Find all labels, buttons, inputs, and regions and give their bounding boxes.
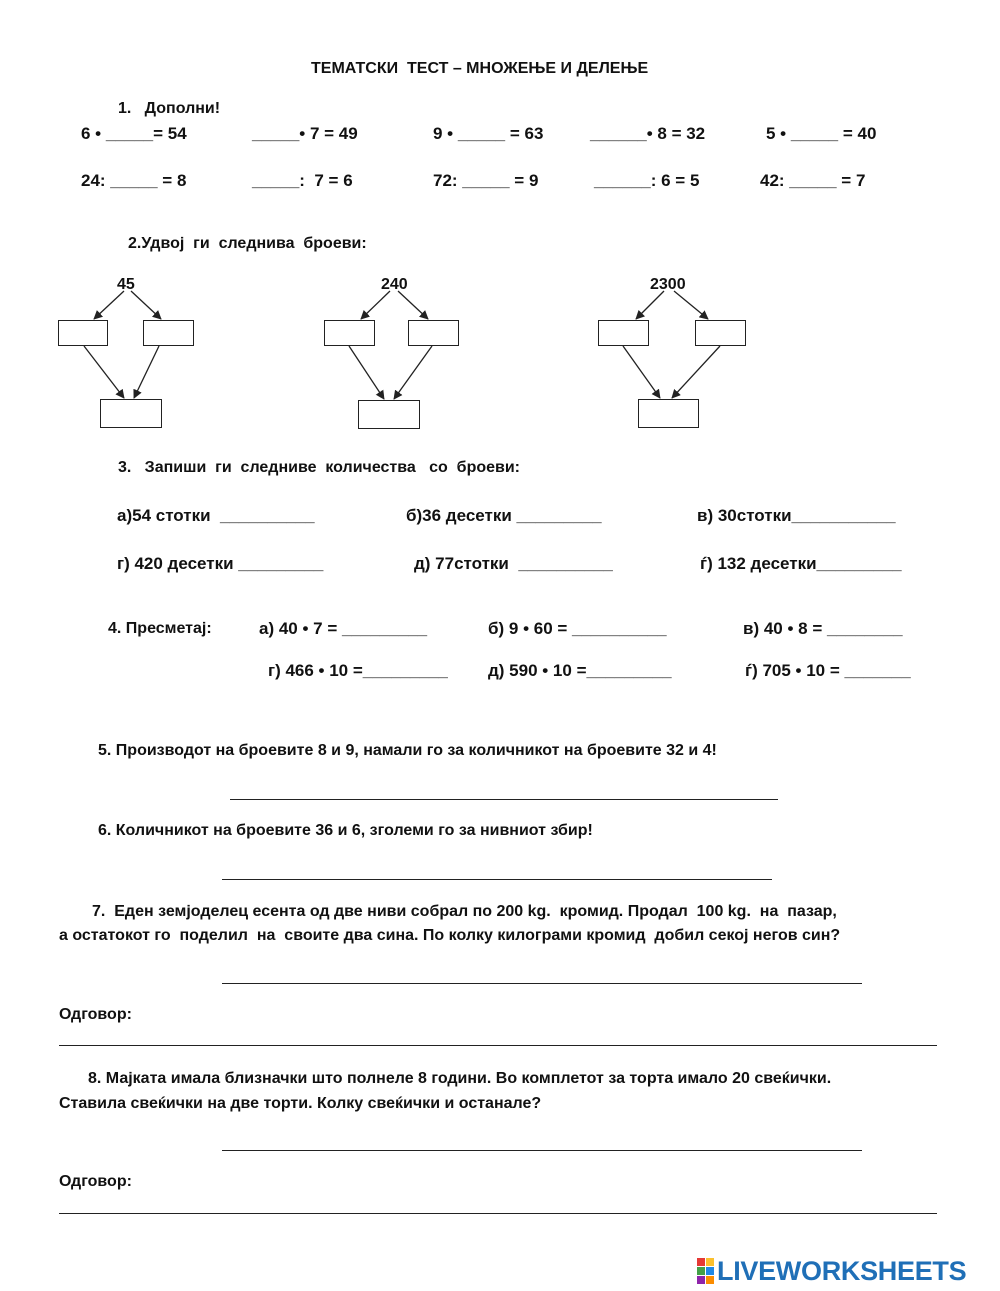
q4-item: д) 590 • 10 =_________ bbox=[488, 661, 672, 680]
q2-heading: 2.Удвој ги следнива броеви: bbox=[128, 235, 367, 252]
q4-item: в) 40 • 8 = ________ bbox=[743, 619, 903, 638]
q1-item: 6 • _____= 54 bbox=[81, 124, 187, 143]
q1-item: _____• 7 = 49 bbox=[252, 124, 358, 143]
q2-number: 2300 bbox=[650, 276, 686, 293]
q8-text-line1: 8. Мајката имала близначки што полнеле 8 години. Во комплетот за торта имало 20 свеќички. bbox=[88, 1070, 832, 1087]
q1-item: ______• 8 = 32 bbox=[590, 124, 706, 143]
q1-item: 72: _____ = 9 bbox=[433, 171, 539, 190]
q4-heading: 4. Пресметај: bbox=[108, 620, 212, 637]
q1-item: 9 • _____ = 63 bbox=[433, 124, 544, 143]
q1-item: _____: 7 = 6 bbox=[252, 171, 353, 190]
logo-blocks-icon bbox=[697, 1258, 714, 1284]
q1-item: 24: _____ = 8 bbox=[81, 171, 187, 190]
q4-item: а) 40 • 7 = _________ bbox=[259, 619, 428, 638]
q2-number: 240 bbox=[381, 276, 408, 293]
q3-item: д) 77стотки __________ bbox=[414, 554, 613, 573]
q2-answer-box[interactable] bbox=[143, 320, 194, 346]
page-title: ТЕМАТСКИ ТЕСТ – МНОЖЕЊЕ И ДЕЛЕЊЕ bbox=[311, 60, 649, 77]
q5-text: 5. Производот на броевите 8 и 9, намали го за количникот на броевите 32 и 4! bbox=[98, 742, 717, 759]
q7-text-line2: а остатокот го поделил на своите два сина. По колку килограми кромид добил секој негов син? bbox=[59, 927, 841, 944]
q3-item: в) 30стотки___________ bbox=[697, 506, 896, 525]
q5-answer-line[interactable] bbox=[230, 799, 778, 800]
q8-answer-line[interactable] bbox=[59, 1213, 937, 1214]
q2-answer-box[interactable] bbox=[598, 320, 649, 346]
q3-item: г) 420 десетки _________ bbox=[117, 554, 324, 573]
q8-answer-label: Одговор: bbox=[59, 1173, 132, 1190]
q2-answer-box[interactable] bbox=[695, 320, 746, 346]
q2-diagram-arrows bbox=[0, 0, 1000, 440]
liveworksheets-logo bbox=[697, 1255, 967, 1286]
q1-item: ______: 6 = 5 bbox=[594, 171, 700, 190]
q2-number: 45 bbox=[117, 276, 135, 293]
q2-result-box[interactable] bbox=[100, 399, 162, 428]
q1-item: 42: _____ = 7 bbox=[760, 171, 866, 190]
q7-answer-line[interactable] bbox=[59, 1045, 937, 1046]
q2-answer-box[interactable] bbox=[58, 320, 108, 346]
q2-answer-box[interactable] bbox=[408, 320, 459, 346]
q7-work-line[interactable] bbox=[222, 983, 862, 984]
q4-item: г) 466 • 10 =_________ bbox=[268, 661, 448, 680]
q3-heading: 3. Запиши ги следниве количества со броеви: bbox=[118, 459, 521, 476]
logo-text: LIVEWORKSHEETS bbox=[717, 1255, 967, 1286]
q3-item: б)36 десетки _________ bbox=[406, 506, 602, 525]
q6-text: 6. Количникот на броевите 36 и 6, зголеми го за нивниот збир! bbox=[98, 822, 593, 839]
q7-text-line1: 7. Еден земјоделец есента од две ниви собрал по 200 kg. кромид. Продал 100 kg. на пазар, bbox=[92, 903, 837, 920]
q3-item: а)54 стотки __________ bbox=[117, 506, 315, 525]
q8-text-line2: Ставила свеќички на две торти. Колку свеќички и останале? bbox=[59, 1095, 542, 1112]
q2-result-box[interactable] bbox=[638, 399, 699, 428]
q4-item: б) 9 • 60 = __________ bbox=[488, 619, 667, 638]
q2-answer-box[interactable] bbox=[324, 320, 375, 346]
q1-heading: 1. Дополни! bbox=[118, 100, 221, 117]
q1-item: 5 • _____ = 40 bbox=[766, 124, 877, 143]
q6-answer-line[interactable] bbox=[222, 879, 772, 880]
q4-item: ѓ) 705 • 10 = _______ bbox=[745, 661, 911, 680]
q7-answer-label: Одговор: bbox=[59, 1006, 132, 1023]
q2-result-box[interactable] bbox=[358, 400, 420, 429]
q3-item: ѓ) 132 десетки_________ bbox=[700, 554, 902, 573]
q8-work-line[interactable] bbox=[222, 1150, 862, 1151]
